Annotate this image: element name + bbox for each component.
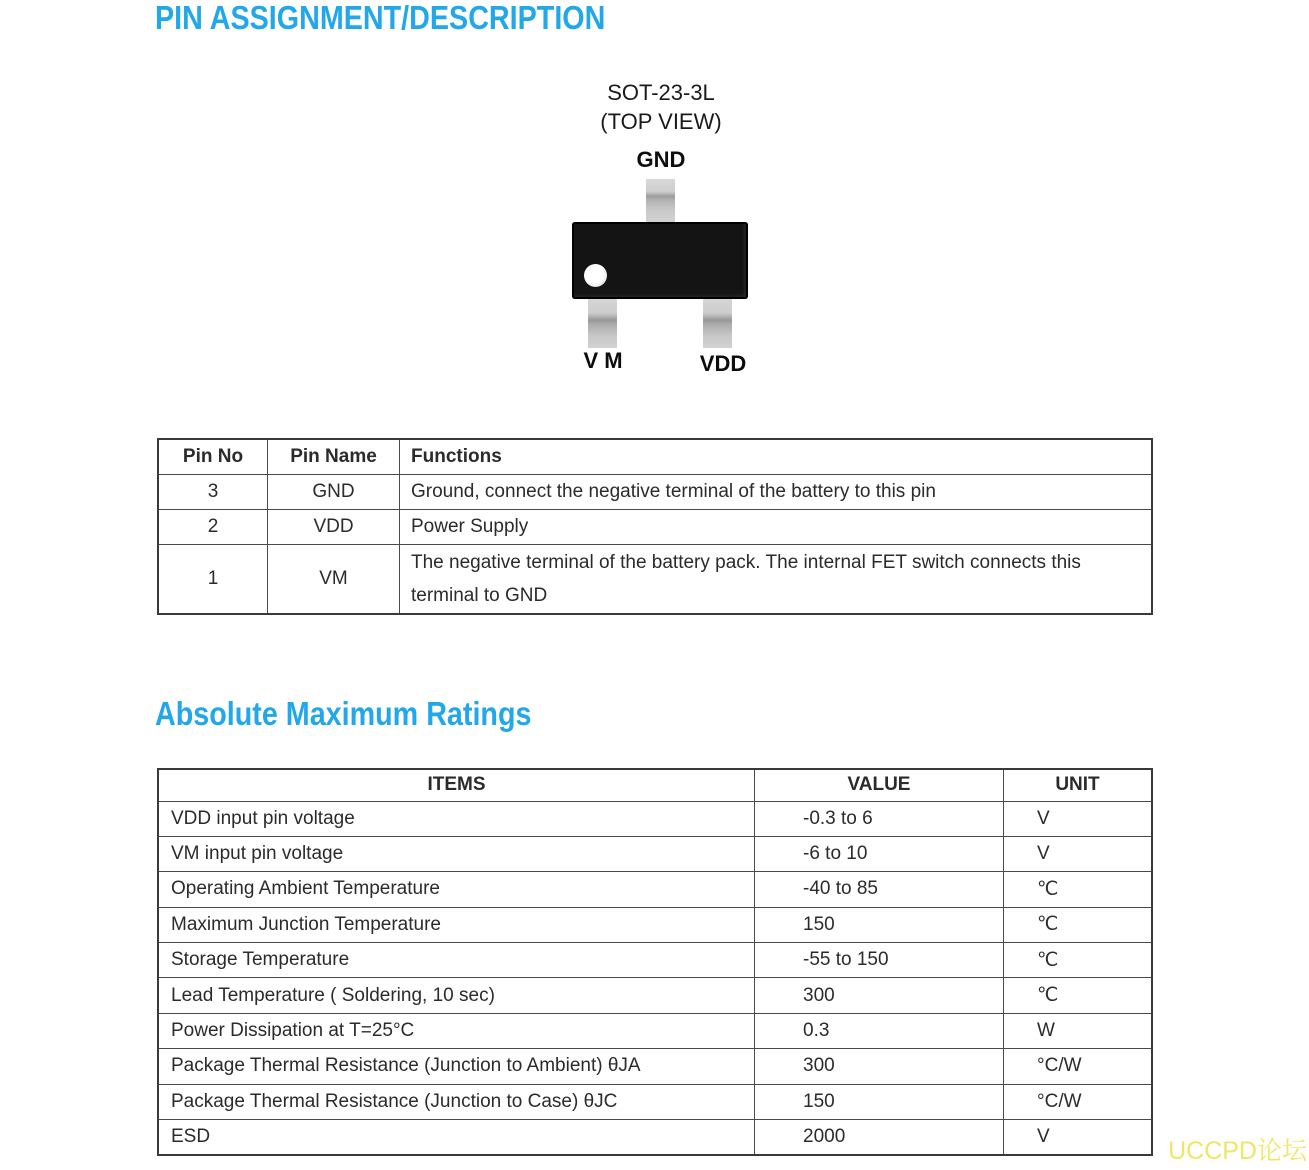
package-lead-vm: [588, 298, 617, 348]
table-cell: 2: [158, 509, 268, 544]
column-header: Pin No: [158, 439, 268, 474]
table-row: [158, 1120, 1152, 1155]
table-cell: 300: [755, 978, 1004, 1013]
table-cell: Power Dissipation at T=25°C: [158, 1013, 755, 1048]
table-cell: Maximum Junction Temperature: [158, 907, 755, 942]
table-cell: °C/W: [1004, 1049, 1153, 1084]
table-cell: GND: [268, 474, 400, 509]
table-cell: V: [1004, 836, 1153, 871]
table-row: [158, 509, 1152, 544]
table-row: [158, 872, 1152, 907]
package-view-label: (TOP VIEW): [600, 109, 722, 134]
absolute-maximum-ratings-table: [157, 768, 1153, 1156]
column-header: Functions: [400, 439, 1153, 474]
table-row: [158, 544, 1152, 614]
header-row: [158, 769, 1152, 801]
section-title-pin-assignment: PIN ASSIGNMENT/DESCRIPTION: [155, 0, 606, 36]
table-cell: ℃: [1004, 943, 1153, 978]
package-caption: [531, 78, 791, 136]
table-cell: Operating Ambient Temperature: [158, 872, 755, 907]
table-cell: 0.3: [755, 1013, 1004, 1048]
column-header: ITEMS: [158, 769, 755, 801]
column-header: VALUE: [755, 769, 1004, 801]
package-lead-gnd: [646, 179, 675, 224]
table-cell: ℃: [1004, 978, 1153, 1013]
table-row: [158, 907, 1152, 942]
table-cell: 1: [158, 544, 268, 614]
table-cell: -0.3 to 6: [755, 801, 1004, 836]
table-cell: Power Supply: [400, 509, 1153, 544]
section-title-absolute-maximum-ratings: Absolute Maximum Ratings: [155, 695, 532, 732]
table-row: [158, 943, 1152, 978]
table-cell: Lead Temperature ( Soldering, 10 sec): [158, 978, 755, 1013]
table-cell: Storage Temperature: [158, 943, 755, 978]
package-name: SOT-23-3L: [607, 80, 715, 105]
table-cell: V: [1004, 801, 1153, 836]
header-row: [158, 439, 1152, 474]
table-cell: 150: [755, 1084, 1004, 1119]
table-cell: ESD: [158, 1120, 755, 1155]
table-row: [158, 836, 1152, 871]
table-cell: ℃: [1004, 872, 1153, 907]
table-cell: W: [1004, 1013, 1153, 1048]
pin-assignment-table: [157, 438, 1153, 615]
watermark: UCCPD论坛: [1168, 1137, 1307, 1165]
table-cell: -6 to 10: [755, 836, 1004, 871]
table-cell: -40 to 85: [755, 872, 1004, 907]
table-cell: ℃: [1004, 907, 1153, 942]
table-cell: The negative terminal of the battery pack. The internal FET switch connects this terminal to GND: [400, 544, 1153, 614]
table-cell: Ground, connect the negative terminal of the battery to this pin: [400, 474, 1153, 509]
pin1-indicator-dot: [584, 264, 607, 287]
column-header: UNIT: [1004, 769, 1153, 801]
table-cell: V: [1004, 1120, 1153, 1155]
column-header: Pin Name: [268, 439, 400, 474]
pin-label-vm: V M: [583, 348, 623, 373]
table-cell: -55 to 150: [755, 943, 1004, 978]
table-row: [158, 1013, 1152, 1048]
package-lead-vdd: [703, 298, 732, 348]
table-cell: 300: [755, 1049, 1004, 1084]
pin-label-gnd: GND: [636, 147, 686, 172]
table-cell: 3: [158, 474, 268, 509]
table-cell: Package Thermal Resistance (Junction to Case) θJC: [158, 1084, 755, 1119]
table-row: [158, 1084, 1152, 1119]
table-cell: 150: [755, 907, 1004, 942]
table-row: [158, 978, 1152, 1013]
table-row: [158, 474, 1152, 509]
table-cell: VDD input pin voltage: [158, 801, 755, 836]
table-row: [158, 801, 1152, 836]
table-cell: °C/W: [1004, 1084, 1153, 1119]
table-cell: VM: [268, 544, 400, 614]
table-cell: VDD: [268, 509, 400, 544]
table-cell: 2000: [755, 1120, 1004, 1155]
table-row: [158, 1049, 1152, 1084]
table-cell: VM input pin voltage: [158, 836, 755, 871]
table-cell: Package Thermal Resistance (Junction to Ambient) θJA: [158, 1049, 755, 1084]
pin-label-vdd: VDD: [699, 351, 747, 376]
package-body: [572, 222, 748, 299]
